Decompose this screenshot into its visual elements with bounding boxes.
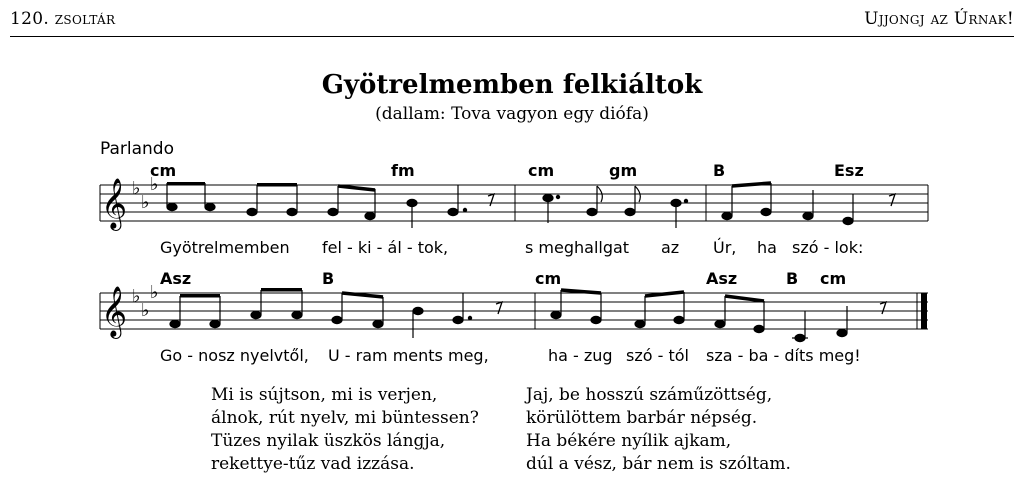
notes-system-2: [170, 288, 847, 342]
verse-line: Jaj, be hosszú száműzöttség,: [526, 385, 773, 405]
lyric-syllable: s meghallgat: [525, 238, 630, 257]
page-header-left: [10, 9, 115, 29]
lyric-syllable: szó - tól: [626, 346, 689, 365]
svg-text:♭: ♭: [141, 192, 150, 213]
header-rule: [10, 36, 1014, 37]
verse-line: Tüzes nyilak üszkös lángja,: [211, 431, 446, 451]
lyric-syllable: ha - zug: [548, 346, 613, 365]
tempo-marking: Parlando: [100, 139, 175, 159]
chord-symbol: cm: [535, 269, 562, 288]
music-staff-2: [0, 278, 1024, 348]
lyric-syllable: ha: [757, 238, 777, 257]
lyric-syllable: fel - ki - ál - tok,: [322, 238, 449, 257]
lyric-syllable: U - ram ments meg,: [328, 346, 489, 365]
lyric-syllable: Úr,: [713, 238, 737, 257]
psalm-number: 120.: [10, 9, 50, 29]
svg-text:♭: ♭: [141, 300, 150, 321]
svg-text:♭: ♭: [132, 178, 141, 199]
chord-symbol: B: [786, 269, 799, 288]
psalm-word: zsoltár: [54, 9, 116, 29]
treble-clef-icon: 𝄞: [101, 286, 128, 337]
verse-right: [526, 384, 791, 476]
chord-symbol: cm: [820, 269, 847, 288]
chord-symbol: cm: [150, 161, 177, 180]
lyric-syllable: sza - ba - díts meg!: [706, 346, 861, 365]
final-barline: [921, 293, 927, 329]
lyric-syllable: Go - nosz nyelvtől,: [160, 346, 309, 365]
lyric-syllable: az: [661, 238, 680, 257]
lyric-syllable: Gyötrelmemben: [160, 238, 290, 257]
key-signature-flats: [132, 174, 159, 213]
music-staff-1: [0, 170, 1024, 240]
chord-symbol: gm: [609, 161, 638, 180]
verse-line: Mi is sújtson, mi is verjen,: [211, 385, 438, 405]
chord-symbol: Asz: [706, 269, 738, 288]
chord-symbol: fm: [391, 161, 415, 180]
page-header-right: Ujjongj az Úrnak!: [864, 9, 1014, 29]
svg-text:♭: ♭: [150, 174, 159, 195]
chord-symbol: B: [713, 161, 726, 180]
verse-line: dúl a vész, bár nem is szóltam.: [526, 454, 791, 474]
chord-symbol: B: [322, 269, 335, 288]
svg-text:♭: ♭: [132, 286, 141, 307]
song-title: Gyötrelmemben felkiáltok: [321, 70, 703, 100]
verse-line: Ha békére nyílik ajkam,: [526, 431, 732, 451]
verse-left: [211, 384, 479, 476]
verse-line: körülöttem barbár népség.: [526, 408, 758, 428]
chord-symbol: Asz: [160, 269, 192, 288]
verse-line: rekettye-tűz vad izzása.: [211, 454, 415, 474]
song-subtitle: (dallam: Tova vagyon egy diófa): [375, 104, 649, 124]
treble-clef-icon: 𝄞: [101, 178, 128, 229]
lyric-syllable: szó - lok:: [792, 238, 864, 257]
key-signature-flats: [132, 282, 159, 321]
chord-symbol: Esz: [834, 161, 864, 180]
verse-line: álnok, rút nyelv, mi büntessen?: [211, 408, 479, 428]
chord-symbol: cm: [528, 161, 555, 180]
svg-text:♭: ♭: [150, 282, 159, 303]
